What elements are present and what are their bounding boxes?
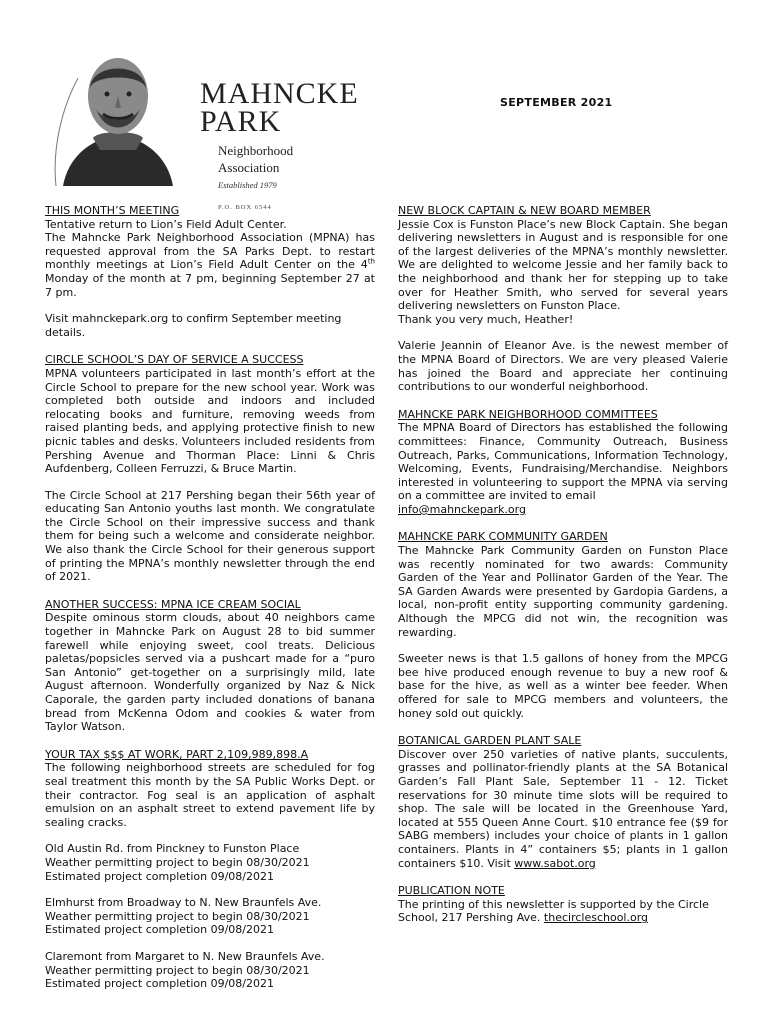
committees-paragraph: The MPNA Board of Directors has established the following committees: Finance, Community Outreach, Business Outreach, Parks, Communications, Information Technology, Welcoming, Events, Fundraising/Merchandise. Neighbors interested in volunteering to support the MPNA via serving on a committee are invited to email: [398, 421, 728, 503]
garden-heading: MAHNCKE PARK COMMUNITY GARDEN: [398, 530, 608, 544]
article-meeting: [45, 204, 375, 339]
garden-paragraph-1: The Mahncke Park Community Garden on Funston Place was recently nominated for two awards: Community Garden of the Year and Pollinator Garden of the Year. The SA Garden Awards were presented by Gardopia Gardens, a local, non-profit entity supporting community gardening. Although the MPCG did not win, the recognition was rewarding.: [398, 544, 728, 639]
street-route: Claremont from Margaret to N. New Braunfels Ave.: [45, 949, 325, 963]
publication-text: The printing of this newsletter is supported by the Circle School, 217 Pershing Ave.: [398, 897, 709, 925]
circle-paragraph-1: MPNA volunteers participated in last month’s effort at the Circle School to prepare for the new school year. Work was completed both outside and indoors and included relocating books and furniture, removing weeds from raised planting beds, and applying protective finish to new picnic tables and desks. Volunteers included residents from Pershing Avenue and Thorman Place: Linni & Chris Aufdenberg, Colleen Ferruzzi, & Bruce Martin.: [45, 366, 375, 476]
tax-heading: YOUR TAX $$$ AT WORK, PART 2,109,989,898.A: [45, 747, 309, 761]
icecream-paragraph: Despite ominous storm clouds, about 40 neighbors came together in Mahncke Park on August 28 to bid summer farewell while enjoying sweet, cool treats. Delicious paletas/popsicles served via a pushcart made for a “puro San Antonio” get-together on a surprisingly mild, late August afternoon. Wonderfully organized by Naz & Nick Caporale, the garden party included donations of banana bread from McKenna Odom and cookies & water from Taylor Watson.: [45, 611, 375, 734]
street-entry: [45, 842, 375, 883]
article-publication-note: [398, 884, 728, 925]
founder-bust-illustration: [48, 38, 188, 188]
article-circle-school: [45, 353, 375, 584]
meeting-line1: Tentative return to Lion’s Field Adult Center.: [45, 217, 287, 231]
logo-established: Established 1979: [218, 180, 277, 190]
captain-paragraph-1: Jessie Cox is Funston Place’s new Block Captain. She began delivering newsletters in August and is responsible for one of the largest deliveries of the MPNA’s monthly newsletter. We are delighted to welcome Jessie and her family back to the neighborhood and thank her for stepping up to take over for Heather Smith, who served for several years delivering newsletters on Funston Place.: [398, 217, 728, 313]
meeting-visit: Visit mahnckepark.org to confirm September meeting details.: [45, 312, 342, 339]
street-end: Estimated project completion 09/08/2021: [45, 869, 275, 883]
tax-paragraph: The following neighborhood streets are scheduled for fog seal treatment this month by the SA Public Works Dept. or their contractor. Fog seal is an application of asphalt emulsion on an asphalt street to extend pavement life by sealing cracks.: [45, 761, 375, 829]
street-entry: [45, 896, 375, 937]
left-column: [45, 204, 375, 1005]
meeting-body-a: The Mahncke Park Neighborhood Association (MPNA) has requested approval from the SA Parks Dept. to restart monthly meetings at Lion’s Field Adult Center on the 4: [45, 231, 375, 272]
street-entry: [45, 950, 375, 991]
logo-name-line2: PARK: [200, 105, 282, 138]
captain-paragraph-2: Valerie Jeannin of Eleanor Ave. is the newest member of the MPNA Board of Directors. We are very pleased Valerie has joined the Board and appreciate her continuing contributions to our wonderful neighborhood.: [398, 339, 728, 394]
logo-sub-line2: Association: [218, 160, 280, 175]
sabot-link[interactable]: www.sabot.org: [514, 856, 596, 870]
street-begin: Weather permitting project to begin 08/30/2021: [45, 855, 310, 869]
street-end: Estimated project completion 09/08/2021: [45, 977, 275, 991]
logo-name-line1: MAHNCKE: [200, 77, 359, 110]
article-plant-sale: [398, 734, 728, 870]
article-ice-cream: [45, 598, 375, 734]
article-tax: [45, 748, 375, 991]
street-route: Elmhurst from Broadway to N. New Braunfels Ave.: [45, 896, 322, 910]
captain-thanks: Thank you very much, Heather!: [398, 312, 574, 326]
street-begin: Weather permitting project to begin 08/30/2021: [45, 909, 310, 923]
circleschool-link[interactable]: thecircleschool.org: [543, 911, 649, 925]
article-committees: [398, 408, 728, 517]
street-begin: Weather permitting project to begin 08/30/2021: [45, 963, 310, 977]
circle-heading: CIRCLE SCHOOL’S DAY OF SERVICE A SUCCESS: [45, 353, 304, 367]
street-end: Estimated project completion 09/08/2021: [45, 923, 275, 937]
circle-paragraph-2: The Circle School at 217 Pershing began their 56th year of educating San Antonio youths last month. We congratulate the Circle School on their impressive success and thank them for being such a welcome and considerate neighbor. We also thank the Circle School for their generous support of printing the MPNA’s monthly newsletter through the end of 2021.: [45, 488, 375, 584]
street-route: Old Austin Rd. from Pinckney to Funston Place: [45, 842, 300, 856]
logo-sub-line1: Neighborhood: [218, 143, 294, 158]
issue-date: SEPTEMBER 2021: [500, 96, 613, 109]
plantsale-text: Discover over 250 varieties of native plants, succulents, grasses and pollinator-friendly plants at the SA Botanical Garden’s Fall Plant Sale, September 11 - 12. Ticket reservations for 30 minute time slots will be required to shop. The sale will be located in the Greenhouse Yard, located at 555 Queen Anne Court. $10 entrance fee ($9 for SABG members) includes your choice of plants in 1 gallon containers. Plants in 4” containers $5; plants in 1 gallon containers $10. Visit: [398, 747, 728, 870]
committees-heading: MAHNCKE PARK NEIGHBORHOOD COMMITTEES: [398, 407, 658, 421]
plantsale-paragraph: [398, 748, 728, 870]
publication-paragraph: [398, 898, 728, 925]
right-column: [398, 204, 728, 939]
meeting-body: [45, 231, 375, 299]
meeting-heading: THIS MONTH’S MEETING: [45, 204, 180, 217]
committees-email-link[interactable]: info@mahnckepark.org: [398, 502, 526, 516]
captain-heading: NEW BLOCK CAPTAIN & NEW BOARD MEMBER: [398, 204, 651, 217]
article-community-garden: [398, 530, 728, 720]
logo-po-box: P.O. BOX 6544: [218, 204, 272, 211]
plantsale-heading: BOTANICAL GARDEN PLANT SALE: [398, 734, 582, 748]
article-block-captain: [398, 204, 728, 394]
publication-heading: PUBLICATION NOTE: [398, 884, 505, 898]
meeting-body-b: Monday of the month at 7 pm, beginning September 27 at 7 pm.: [45, 271, 375, 299]
association-name: [200, 77, 359, 211]
icecream-heading: ANOTHER SUCCESS: MPNA ICE CREAM SOCIAL: [45, 597, 301, 611]
meeting-body-sup: th: [367, 257, 375, 266]
garden-paragraph-2: Sweeter news is that 1.5 gallons of honey from the MPCG bee hive produced enough revenue to buy a new roof & base for the hive, as well as a winter bee feeder. When offered for sale to MPCG members and volunteers, the honey sold out quickly.: [398, 652, 728, 720]
